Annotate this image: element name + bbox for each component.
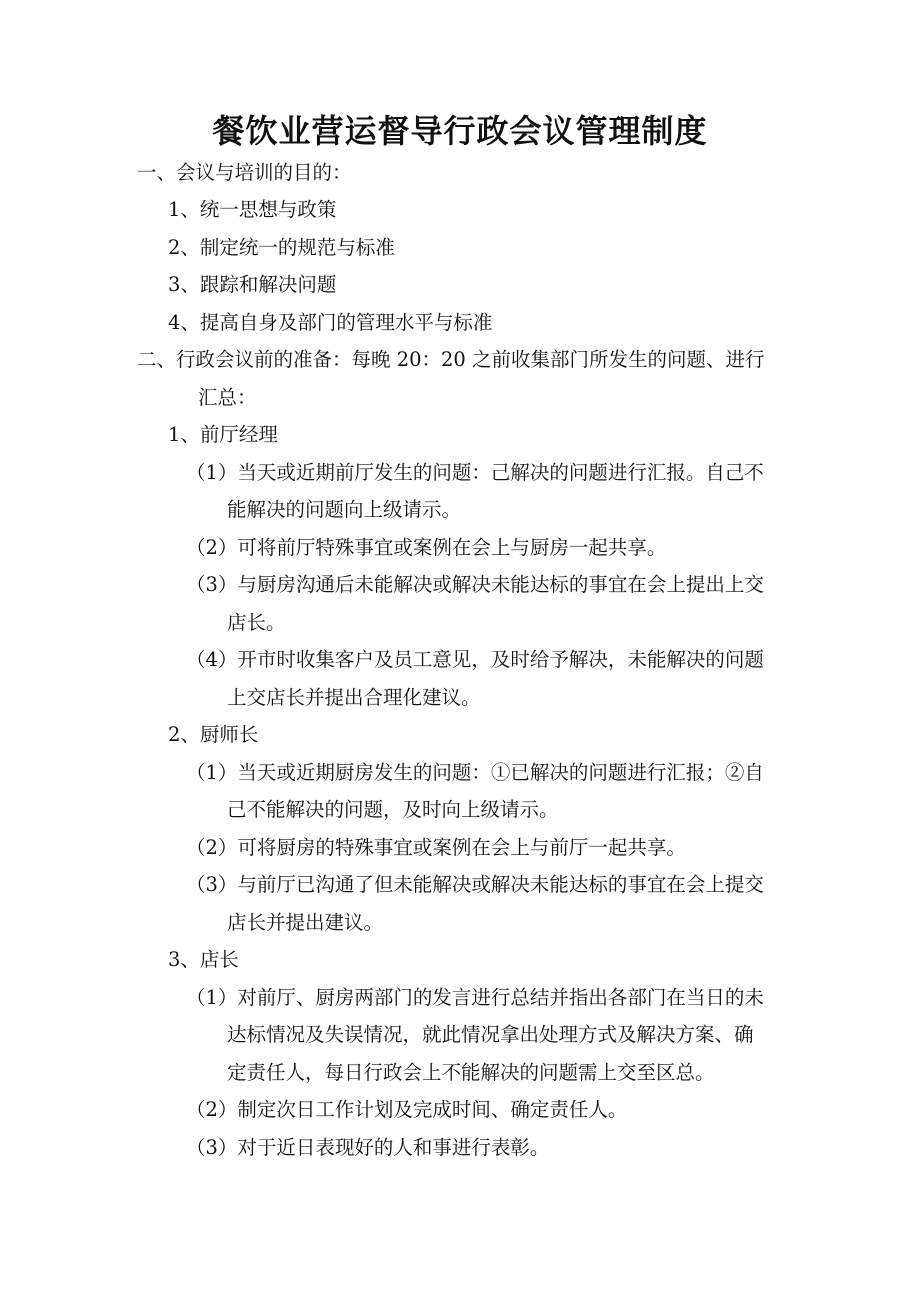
section-1-item: 2、制定统一的规范与标准 <box>168 236 395 259</box>
front-item-4: （4）开市时收集客户及员工意见，及时给予解决，未能解决的问题 <box>186 648 764 671</box>
chef-item-1-cont: 己不能解决的问题，及时向上级请示。 <box>227 798 559 821</box>
section-2-heading-cont: 汇总： <box>198 386 257 409</box>
manager-item-1-cont: 达标情况及失误情况，就此情况拿出处理方式及解决方案、确 <box>227 1023 754 1046</box>
manager-item-1-cont: 定责任人，每日行政会上不能解决的问题需上交至区总。 <box>227 1061 715 1084</box>
front-item-3: （3）与厨房沟通后未能解决或解决未能达标的事宜在会上提出上交 <box>186 573 764 596</box>
manager-item-3: （3）对于近日表现好的人和事进行表彰。 <box>186 1136 550 1159</box>
section-1-item: 1、统一思想与政策 <box>168 198 337 221</box>
front-item-2: （2）可将前厅特殊事宜或案例在会上与厨房一起共享。 <box>186 536 667 559</box>
manager-item-1: （1）对前厅、厨房两部门的发言进行总结并指出各部门在当日的未 <box>186 986 764 1009</box>
manager-item-2: （2）制定次日工作计划及完成时间、确定责任人。 <box>186 1098 628 1121</box>
section-1-item: 4、提高自身及部门的管理水平与标准 <box>168 311 493 334</box>
front-manager-heading: 1、前厅经理 <box>168 423 278 446</box>
chef-item-1: （1）当天或近期厨房发生的问题：①已解决的问题进行汇报；②自 <box>186 761 764 784</box>
front-item-4-cont: 上交店长并提出合理化建议。 <box>227 686 481 709</box>
chef-heading: 2、厨师长 <box>168 723 259 746</box>
section-2-heading: 二、行政会议前的准备：每晚 20：20 之前收集部门所发生的问题、进行 <box>137 348 765 371</box>
section-1-heading: 一、会议与培训的目的： <box>137 161 352 184</box>
chef-item-2: （2）可将厨房的特殊事宜或案例在会上与前厅一起共享。 <box>186 836 686 859</box>
chef-item-3: （3）与前厅已沟通了但未能解决或解决未能达标的事宜在会上提交 <box>186 873 764 896</box>
front-item-3-cont: 店长。 <box>227 611 286 634</box>
document-title: 餐饮业营运督导行政会议管理制度 <box>212 112 708 150</box>
front-item-1: （1）当天或近期前厅发生的问题：己解决的问题进行汇报。自己不 <box>186 461 764 484</box>
store-manager-heading: 3、店长 <box>168 948 239 971</box>
chef-item-3-cont: 店长并提出建议。 <box>227 911 384 934</box>
front-item-1-cont: 能解决的问题向上级请示。 <box>227 498 462 521</box>
section-1-item: 3、跟踪和解决问题 <box>168 273 337 296</box>
